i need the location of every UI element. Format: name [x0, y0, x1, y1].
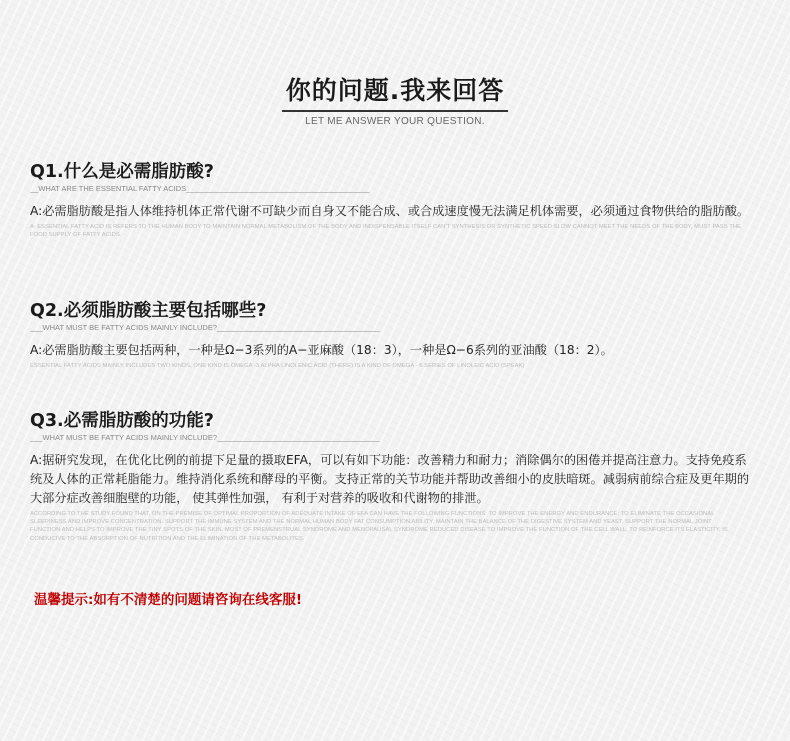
- question-subtitle: ___WHAT MUST BE FATTY ACIDS MAINLY INCLUDE?_______________________________________: [30, 323, 380, 332]
- question-block-1: [30, 160, 770, 239]
- question-block-3: [30, 409, 770, 543]
- question-title: Q3.必需脂肪酸的功能?: [30, 411, 214, 431]
- question-subtitle: ___WHAT MUST BE FATTY ACIDS MAINLY INCLUDE?_______________________________________: [30, 433, 380, 442]
- page-subtitle: LET ME ANSWER YOUR QUESTION.: [305, 116, 485, 127]
- answer-english: A: ESSENTIAL FATTY ACID IS REFERS TO THE HUMAN BODY TO MAINTAIN NORMAL METABOLISM OF THE BODY AND INDISPENSABLE ITSELF CAN'T SYNTHESIS OR SYNTHETIC SPEED SLOW CANNOT MEET THE NEEDS OF THE BODY, MUST PASS THE FOOD SUPPLY OF FATTY ACIDS.: [30, 224, 741, 239]
- question-block-2: [30, 299, 770, 370]
- question-subtitle: __WHAT ARE THE ESSENTIAL FATTY ACIDS____________________________________________: [30, 184, 370, 193]
- answer-text: A:必需脂肪酸主要包括两种，一种是Ω−3系列的Α−亚麻酸（18：3），一种是Ω−6系列的亚油酸（18：2）。: [30, 343, 613, 357]
- answer-text: A:据研究发现，在优化比例的前提下足量的摄取EFA，可以有如下功能：改善精力和耐力；消除偶尔的困倦并提高注意力。支持免疫系统及人体的正常耗脂能力。维持消化系统和酵母的平衡。支持正常的关节功能并帮助改善细小的皮肤暗斑。减弱病前综合症及更年期的大部分症改善细胞壁的功能， 使其弹性加强， 有利于对营养的吸收和代谢物的排泄。: [30, 453, 750, 505]
- answer-english: ACCORDING TO THE STUDY FOUND THAT, ON THE PREMISE OF OPTIMAL PROPORTION OF ADEQUATE INTAKE OF EFA CAN HAVE THE FOLLOWING FUNCTIONS: TO IMPROVE THE ENERGY AND ENDURANCE; TO ELIMINATE THE OCCASIONAL SLEEPINESS AND IMPROVE CONCENTRATION. SUPPORT THE IMMUNE SYSTEM AND THE NORMAL HUMAN BODY FAT CONSUMPTION ABILITY. MAINTAIN THE BALANCE OF THE DIGESTIVE SYSTEM AND YEAST. SUPPORT THE NORMAL JOINT FUNCTION AND HELPS TO IMPROVE THE TINY SPOTS OF THE SKIN. MOST OF PREMENSTRUAL SYNDROME AND MENOPAUSAL SYNDROME REDUCED DISEASE TO IMPROVE THE FUNCTION OF THE CELL WALL, TO REINFORCE ITS ELASTICITY, IS CONDUCIVE TO THE ABSORPTION OF NUTRITION AND THE ELIMINATION OF THE METABOLITES.: [30, 511, 728, 542]
- answer-text: A:必需脂肪酸是指人体维持机体正常代谢不可缺少而自身又不能合成、或合成速度慢无法满足机体需要，必须通过食物供给的脂肪酸。: [30, 204, 750, 218]
- question-title: Q1.什么是必需脂肪酸?: [30, 162, 214, 182]
- answer-english: ESSENTIAL FATTY ACIDS MAINLY INCLUDES TWO KINDS, ONE KIND IS OMEGA -3 ALPHA LINOLENIC ACID (THERE) IS A KIND OF OMEGA - 6 SERIES OF LINOLEIC ACID (SPEAK): [30, 363, 525, 369]
- question-title: Q2.必须脂肪酸主要包括哪些?: [30, 301, 267, 321]
- page-header: [0, 74, 790, 127]
- page-title: 你的问题.我来回答: [282, 74, 509, 112]
- notice-text: 温馨提示:如有不清楚的问题请咨询在线客服!: [34, 592, 303, 608]
